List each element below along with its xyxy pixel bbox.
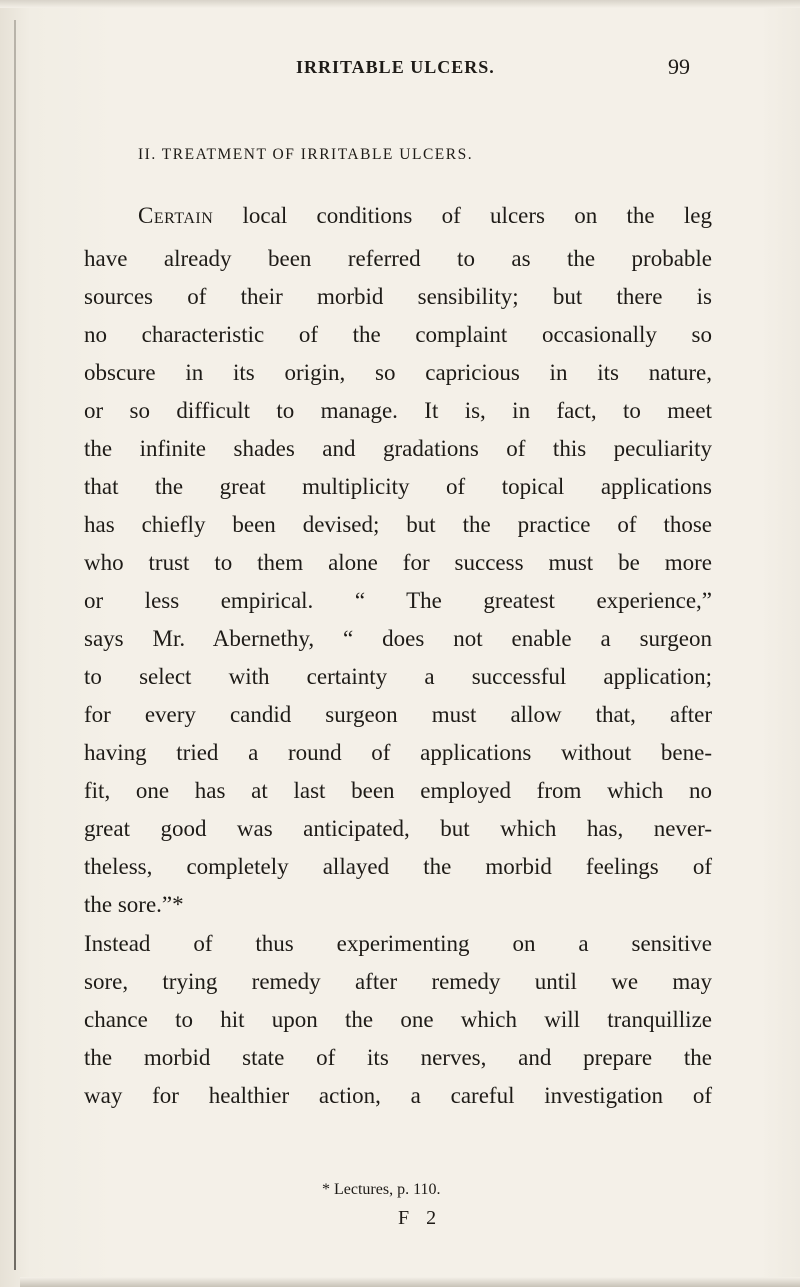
body-line: Certain local conditions of ulcers on the leg: [138, 203, 712, 228]
footnote: * Lectures, p. 110.: [322, 1181, 441, 1198]
bottom-edge-shadow: [20, 1277, 800, 1287]
body-line: fit, one has at last been employed from which no: [84, 778, 712, 803]
body-line: says Mr. Abernethy, “ does not enable a surgeon: [84, 626, 712, 651]
body-line: to select with certainty a successful application;: [84, 664, 712, 689]
binding-gutter-line: [14, 20, 16, 1270]
body-line: has chiefly been devised; but the practice of those: [84, 512, 712, 537]
top-edge-shadow: [0, 0, 800, 8]
body-line: that the great multiplicity of topical applications: [84, 474, 712, 499]
body-line: having tried a round of applications without bene-: [84, 740, 712, 765]
body-line: or so difficult to manage. It is, in fact, to meet: [84, 398, 712, 423]
body-line: have already been referred to as the probable: [84, 246, 712, 271]
body-line: way for healthier action, a careful investigation of: [84, 1083, 712, 1108]
body-line: the sore.”*: [84, 892, 184, 917]
body-line: no characteristic of the complaint occasionally so: [84, 322, 712, 347]
signature-mark: F 2: [398, 1207, 443, 1229]
body-line: sore, trying remedy after remedy until we may: [84, 969, 712, 994]
body-line: for every candid surgeon must allow that, after: [84, 702, 712, 727]
page-number: 99: [668, 54, 690, 79]
section-heading: II. TREATMENT OF IRRITABLE ULCERS.: [138, 146, 474, 163]
drop-word: Certain: [138, 203, 214, 228]
body-line: theless, completely allayed the morbid feelings of: [84, 854, 712, 879]
body-line: who trust to them alone for success must be more: [84, 550, 712, 575]
body-line: great good was anticipated, but which has, never-: [84, 816, 712, 841]
body-line: or less empirical. “ The greatest experience,”: [84, 588, 712, 613]
body-line: obscure in its origin, so capricious in its nature,: [84, 360, 712, 385]
body-line: the morbid state of its nerves, and prepare the: [84, 1045, 712, 1070]
running-head: IRRITABLE ULCERS.: [296, 57, 495, 77]
body-line: Instead of thus experimenting on a sensitive: [84, 931, 712, 956]
body-line: sources of their morbid sensibility; but there is: [84, 284, 712, 309]
body-line: chance to hit upon the one which will tranquillize: [84, 1007, 712, 1032]
body-line: the infinite shades and gradations of this peculiarity: [84, 436, 712, 461]
